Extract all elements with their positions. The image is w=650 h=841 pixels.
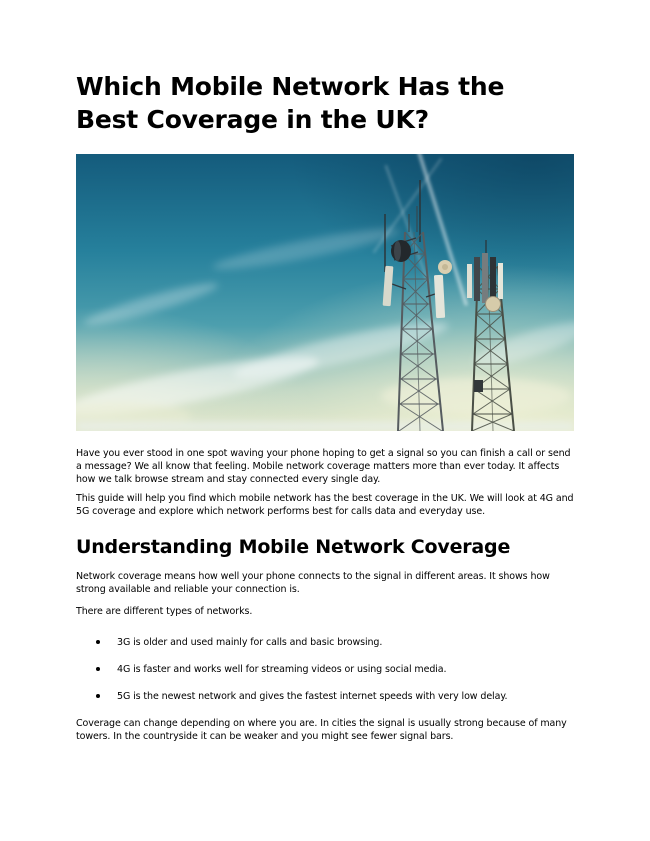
bullet-icon: [96, 694, 100, 698]
bullet-icon: [96, 640, 100, 644]
section-paragraph-1: Network coverage means how well your phone connects to the signal in different areas. It shows how strong available and reliable your connection is.: [76, 571, 550, 595]
section-paragraph-2: There are different types of networks.: [76, 606, 253, 617]
telecom-masts-photo: [76, 154, 574, 431]
list-item-5g: [76, 690, 574, 703]
intro-paragraph-2: This guide will help you find which mobile network has the best coverage in the UK. We will look at 4G and 5G coverage and explore which network performs best for calls data and everyday use.: [76, 493, 574, 517]
bullet-icon: [96, 667, 100, 671]
hero-image: [76, 154, 574, 431]
network-types-list: [76, 636, 574, 703]
intro-paragraph-1: Have you ever stood in one spot waving your phone hoping to get a signal so you can finish a call or send a message? We all know that feeling. Mobile network coverage matters more than ever today. It affects how we talk browse stream and stay connected every single day.: [76, 448, 571, 485]
list-item-text: 3G is older and used mainly for calls and basic browsing.: [117, 637, 383, 648]
section-heading: Understanding Mobile Network Coverage: [76, 536, 511, 558]
list-item-text: 4G is faster and works well for streaming videos or using social media.: [117, 664, 447, 675]
closing-paragraph: Coverage can change depending on where you are. In cities the signal is usually strong because of many towers. In the countryside it can be weaker and you might see fewer signal bars.: [76, 718, 567, 742]
list-item-text: 5G is the newest network and gives the fastest internet speeds with very low delay.: [117, 691, 508, 702]
page-title: Which Mobile Network Has the Best Coverage in the UK?: [76, 72, 505, 134]
list-item-3g: [76, 636, 574, 649]
list-item-4g: [76, 663, 574, 676]
